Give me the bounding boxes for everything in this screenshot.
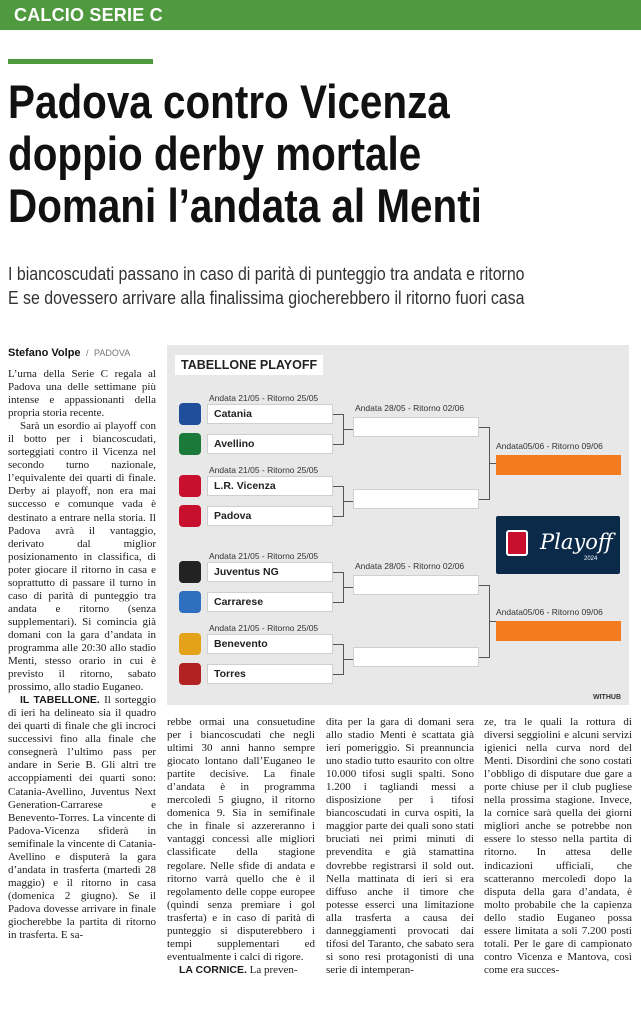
bracket-connector	[343, 429, 353, 430]
byline-author: Stefano Volpe	[8, 347, 81, 359]
playoff-logo-year: 2024	[584, 556, 598, 562]
section-label: CALCIO SERIE C	[14, 4, 163, 25]
team-box-l-r-vicenza: L.R. Vicenza	[207, 476, 333, 496]
team-box-torres: Torres	[207, 664, 333, 684]
byline-location: PADOVA	[94, 348, 131, 358]
semifinal-date-label: Andata 28/05 - Ritorno 02/06	[355, 561, 465, 571]
article-paragraph	[167, 716, 315, 964]
semifinal-date-label: Andata 28/05 - Ritorno 02/06	[355, 403, 465, 413]
graphic-credit: WITHUB	[593, 694, 621, 701]
team-crest-icon	[179, 433, 201, 455]
section-banner	[0, 0, 641, 30]
paragraph-text: dita per la gara di domani sera allo stadio Menti è scattata già ieri pomeriggio. Si preannuncia uno stadio tutto esaurito con oltre 10.000 tifosi sugli spalti. Sono 1.200 i tagliandi messi a disposizione per i tifosi biancoscudati in curva ospiti, la maggior parte dei quali sono stati bruciati nei primi minuti di prevendita e già stamattina dovrebbe registrarsi il sold out. Nella mattinata di ieri si era diffuso anche il timore che potesse esserci una limitazione alla trasferta a causa dei danneggiamenti provocati dai tifosi del Taranto, che sabato sera si sono resi protagonisti di una serie di intemperan-	[326, 716, 474, 976]
final-slot	[496, 621, 621, 641]
article-paragraph	[8, 420, 156, 694]
headline-line-3: Domani l’andata al Menti	[8, 179, 482, 232]
bracket-connector	[333, 644, 343, 645]
final-slot	[496, 455, 621, 475]
final-date-label: Andata05/06 - Ritorno 09/06	[496, 607, 603, 617]
bracket-connector	[479, 585, 489, 586]
team-box-avellino: Avellino	[207, 434, 333, 454]
paragraph-text: ze, tra le quali la rottura di diversi seggiolini e alcuni servizi igienici nella curva nord del Menti. Disordini che sono costati l’obbligo di disputare due gare a porte chiuse per il club pugliese nella prossima stagione. Invece, la cornice sarà quella dei giorni migliori anche se potrebbe non essere lo stesso nella partita di ritorno. In attesa delle indicazioni ufficiali, che scatteranno mercoledì dopo la disputa della gara d’andata, è molto probabile che la capienza dello stadio Euganeo possa essere limitata a soli 7.200 posti totali. Per le gare di campionato contro Vicenza e Mantova, così come era succes-	[484, 716, 632, 976]
paragraph-kicker: LA CORNICE.	[179, 963, 247, 976]
headline-line-2: doppio derby mortale	[8, 127, 422, 180]
team-crest-icon	[179, 633, 201, 655]
paragraph-kicker: IL TABELLONE.	[20, 694, 100, 707]
article-paragraph	[484, 716, 632, 977]
bracket-connector	[333, 602, 343, 603]
article-column-4	[484, 716, 632, 977]
bracket-connector	[343, 659, 353, 660]
subheadline	[8, 262, 610, 310]
article-paragraph	[167, 964, 315, 977]
bracket-connector	[343, 587, 353, 588]
quarter-date-label: Andata 21/05 - Ritorno 25/05	[209, 465, 319, 475]
bracket-title: TABELLONE PLAYOFF	[175, 355, 323, 375]
subheadline-line-2: E se dovessero arrivare alla finalissima giocherebbero il ritorno fuori casa	[8, 287, 525, 308]
playoff-logo	[496, 516, 620, 574]
paragraph-text: Sarà un esordio ai playoff con il botto per i biancoscudati, sorteggiati contro il Vicenza nel secondo turno nazionale, l’equivalente dei quarti di finale. Derby ai playoff, non era mai successo e comunque vada è destinato a entrare nella storia. Il Padova avrà il vantaggio, derivato dal miglior posizionamento in classifica, di poter giocare il ritorno in casa e soprattutto di passare il turno in caso di parità di punteggio tra andata e ritorno (senza supplementari). Si comincia già domani con la gara d’andata in programma alle 20:30 allo stadio Menti, stesso orario in cui è previsto il ritorno, sabato prossimo, allo stadio Euganeo.	[8, 420, 156, 694]
team-box-benevento: Benevento	[207, 634, 333, 654]
bracket-connector	[333, 444, 343, 445]
bracket-connector	[333, 516, 343, 517]
team-crest-icon	[179, 505, 201, 527]
bracket-connector	[333, 414, 343, 415]
article-paragraph	[8, 368, 156, 420]
bracket-connector	[333, 486, 343, 487]
byline-separator: /	[83, 348, 92, 358]
headline	[8, 76, 550, 232]
team-box-juventus-ng: Juventus NG	[207, 562, 333, 582]
bracket-connector	[343, 501, 353, 502]
article-paragraph	[8, 694, 156, 942]
team-box-padova: Padova	[207, 506, 333, 526]
playoff-bracket-graphic	[167, 345, 629, 705]
accent-bar	[8, 59, 153, 64]
team-crest-icon	[179, 475, 201, 497]
quarter-date-label: Andata 21/05 - Ritorno 25/05	[209, 393, 319, 403]
bracket-connector	[479, 657, 489, 658]
team-crest-icon	[179, 591, 201, 613]
byline	[8, 347, 130, 359]
final-date-label: Andata05/06 - Ritorno 09/06	[496, 441, 603, 451]
quarter-date-label: Andata 21/05 - Ritorno 25/05	[209, 623, 319, 633]
bracket-connector	[479, 427, 489, 428]
semifinal-slot	[353, 417, 479, 437]
quarter-date-label: Andata 21/05 - Ritorno 25/05	[209, 551, 319, 561]
headline-line-1: Padova contro Vicenza	[8, 75, 450, 128]
paragraph-text: L’urna della Serie C regala al Padova una delle settimane più intense e appassionanti della propria storia recente.	[8, 368, 156, 420]
article-column-2	[167, 716, 315, 977]
article-paragraph	[326, 716, 474, 977]
semifinal-slot	[353, 647, 479, 667]
paragraph-text: rebbe ormai una consuetudine per i biancoscudati che negli ultimi 30 anni hanno sempre giocato lontano dall’Euganeo le partite decisive. La finale d’andata è in programma mercoledì 5 giugno, il ritorno domenica 9. Sia in semifinale che in finale si azzereranno i vantaggi concessi alle migliori classificate della stagione regolare. Nelle sfide di andata e ritorno varrà quello che è il regolamento delle coppe europee (quindi senza premiare i gol trasferta) e in caso di parità di punteggio si disputerebbero i tempi supplementari ed eventualmente i calci di rigore.	[167, 716, 315, 963]
team-box-carrarese: Carrarese	[207, 592, 333, 612]
team-box-catania: Catania	[207, 404, 333, 424]
bracket-connector	[333, 674, 343, 675]
article-column-3	[326, 716, 474, 977]
article-column-1	[8, 368, 156, 942]
semifinal-slot	[353, 575, 479, 595]
team-crest-icon	[179, 663, 201, 685]
playoff-logo-text: Playoff	[540, 530, 613, 554]
team-crest-icon	[179, 561, 201, 583]
subheadline-line-1: I biancoscudati passano in caso di parità di punteggio tra andata e ritorno	[8, 263, 525, 284]
serie-c-logo-icon	[506, 530, 528, 556]
team-crest-icon	[179, 403, 201, 425]
bracket-connector	[333, 572, 343, 573]
bracket-connector	[479, 499, 489, 500]
semifinal-slot	[353, 489, 479, 509]
paragraph-text: La preven-	[246, 963, 298, 976]
paragraph-text: Il sorteggio di ieri ha delineato sia il quadro dei quarti di finale che gli incroci successivi fino alla finale che consegnerà l’ultimo pass per andare in Serie B. Gli altri tre accoppiamenti dei quarti sono: Catania-Avellino, Juventus Next Generation-Carrarese e Benevento-Torres. La vincente di Padova-Vicenza sfiderà in semifinale la vincente di Catania-Avellino e disputerà la gara d’andata in trasferta (martedì 28 maggio) e il ritorno in casa (domenica 2 giugno). Se il Padova dovesse arrivare in finale giocherebbe la partita di ritorno in trasferta. E sa-	[8, 694, 156, 942]
